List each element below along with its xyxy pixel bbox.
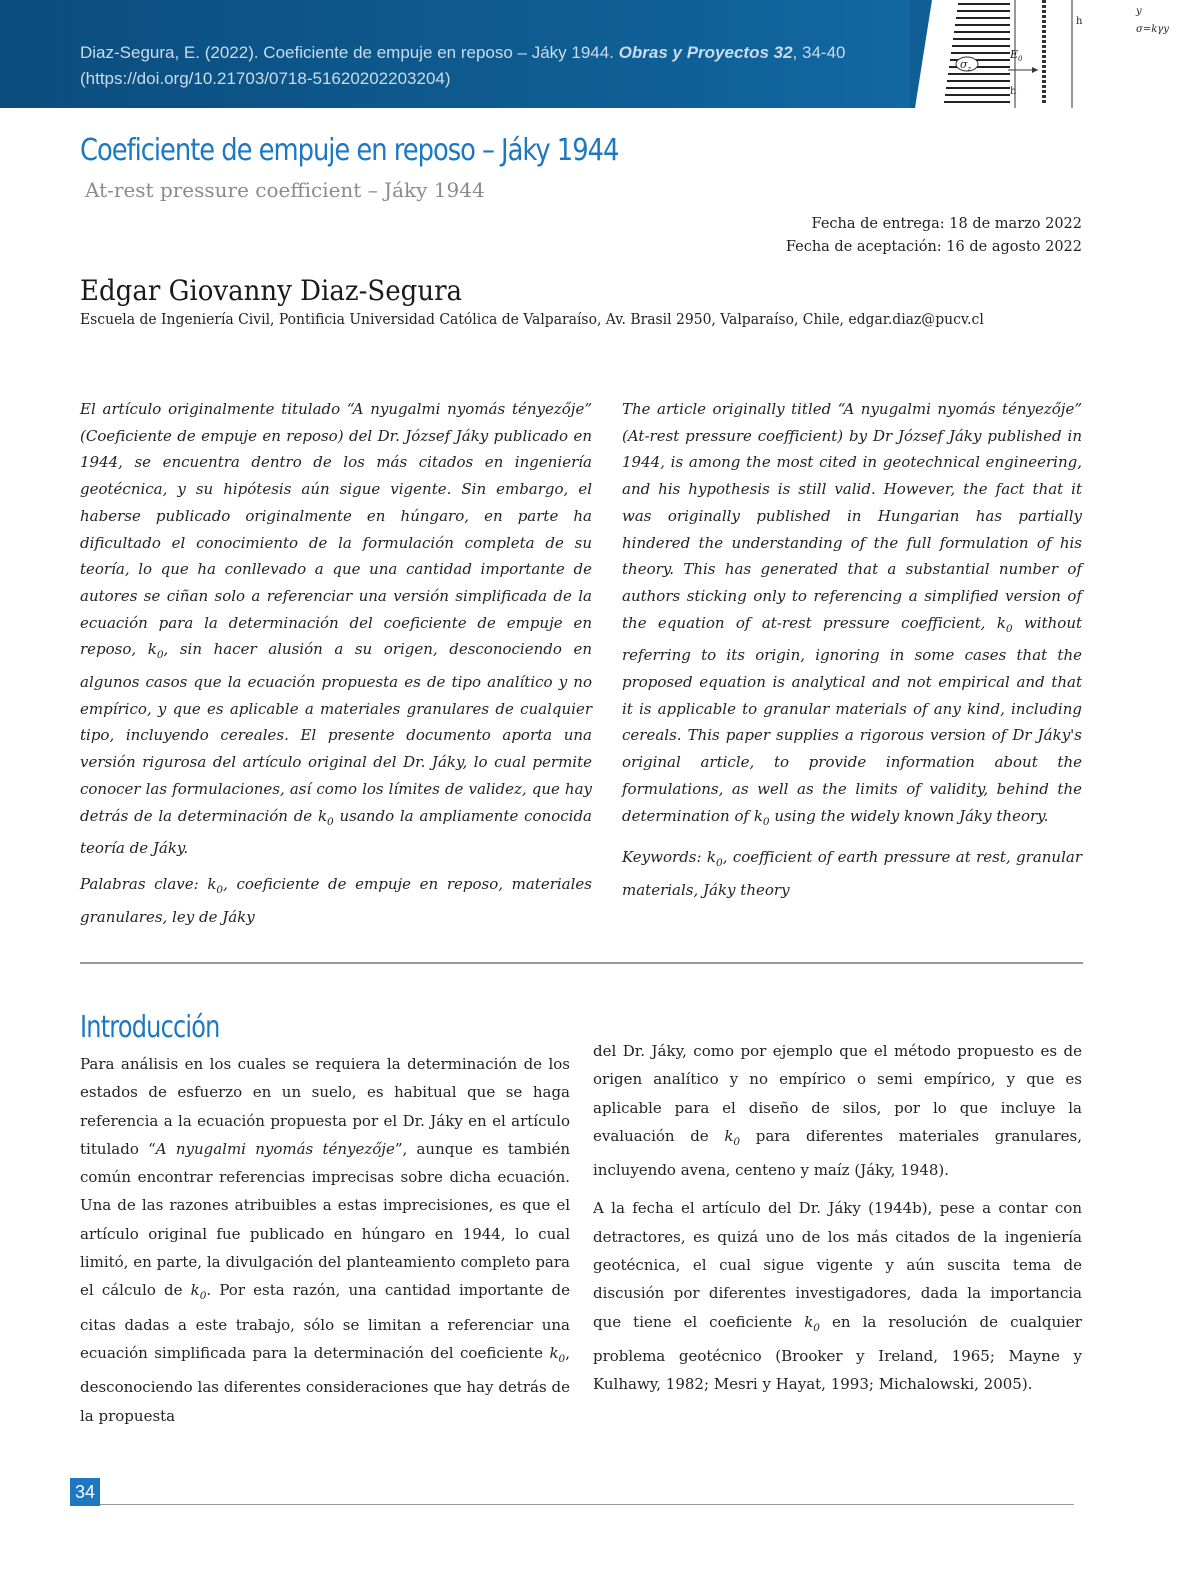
k0-symbol: $k_0$ bbox=[207, 874, 224, 896]
diagram-label-y: y bbox=[1136, 6, 1142, 17]
k0-symbol: $k_0$ bbox=[804, 1312, 820, 1334]
original-article-title: A nyugalmi nyomás tényezője bbox=[155, 1139, 395, 1158]
article-subtitle: At-rest pressure coefficient – Jáky 1944 bbox=[85, 178, 485, 202]
k0-symbol: $k_0$ bbox=[317, 806, 334, 828]
abstract-spanish bbox=[80, 396, 592, 939]
k0-symbol: $k_0$ bbox=[190, 1281, 207, 1303]
header-diagram bbox=[910, 0, 1200, 108]
intro-left-column bbox=[80, 1050, 570, 1440]
citation-pages: , 34-40 bbox=[792, 43, 846, 62]
diagram-label-formula: σ=kγy bbox=[1136, 24, 1169, 35]
citation-line-1 bbox=[80, 40, 920, 66]
diagram-label-sigma: $\sigma_z$ bbox=[960, 58, 972, 73]
author-name: Edgar Giovanny Diaz-Segura bbox=[80, 274, 463, 307]
diagram-label-e0: $E_0$ bbox=[1010, 48, 1023, 63]
section-heading-introduction: Introducción bbox=[80, 1010, 220, 1045]
citation-prefix: Diaz-Segura, E. (2022). Coeficiente de empuje en reposo – Jáky 1944. bbox=[80, 43, 614, 62]
intro-paragraph-1-continued: del Dr. Jáky, como por ejemplo que el método propuesto es de origen analítico y no empírico o semi empírico, y que es aplicable para el diseño de silos, por lo que incluye la evaluación de $k_0$ para diferentes materiales granulares, incluyendo avena, centeno y maíz (Jáky, 1948). bbox=[593, 1042, 1083, 1180]
k0-symbol: $k_0$ bbox=[706, 848, 723, 870]
abstract-english bbox=[622, 396, 1082, 913]
abstract-es-keywords: Palabras clave: $k_0$, coeficiente de empuje en reposo, materiales granulares, ley de Jáky bbox=[80, 874, 592, 926]
abstract-en-paragraph: The article originally titled “A nyugalmi nyomás tényezője” (At-rest pressure coefficient) by Dr József Jáky published in 1944, is among the most cited in geotechnical engineering, and his hypothesis is still valid. However, the fact that it was originally published in Hungarian has partially hindered the understanding of the full formulation of his theory. This has generated that a substantial number of authors sticking only to referencing a simplified version of the equation of at-rest pressure coefficient, $k_0$ without referring to its origin, ignoring in some cases that the proposed equation is analytical and not empirical and that it is applicable to granular materials of any kind, including cereals. This paper supplies a rigorous version of Dr Jáky's original article, to provide information about the formulations, as well as the limits of validity, behind the determination of $k_0$ using the widely known Jáky theory. bbox=[622, 400, 1083, 828]
diagram-label-h-bottom: h bbox=[1010, 86, 1017, 97]
dates-block bbox=[786, 213, 1082, 259]
intro-right-column bbox=[593, 1037, 1082, 1409]
intro-paragraph-2: A la fecha el artículo del Dr. Jáky (1944b), pese a contar con detractores, es quizá uno de los más citados de la ingeniería geotécnica, el cual sigue vigente y aún suscita tema de discusión por diferentes investigadores, dada la importancia que tiene el coeficiente $k_0$ en la resolución de cualquier problema geotécnico (Brooker y Ireland, 1965; Mayne y Kulhawy, 1982; Mesri y Hayat, 1993; Michalowski, 2005). bbox=[593, 1199, 1082, 1394]
page-number: 34 bbox=[70, 1478, 100, 1506]
k0-symbol: $k_0$ bbox=[147, 640, 164, 662]
abstract-en-keywords: Keywords: $k_0$, coefficient of earth pressure at rest, granular materials, Jáky theory bbox=[622, 848, 1082, 899]
k0-symbol: $k_0$ bbox=[996, 613, 1013, 635]
k0-symbol: $k_0$ bbox=[724, 1126, 741, 1148]
diagram-label-h-top: h bbox=[1076, 16, 1083, 27]
citation-doi[interactable]: (https://doi.org/10.21703/0718-51620202203204) bbox=[80, 69, 451, 88]
abstract-es-paragraph: El artículo originalmente titulado “A nyugalmi nyomás tényezője” (Coeficiente de empuje en reposo) del Dr. József Jáky publicado en 1944, se encuentra dentro de los más citados en ingeniería geotécnica, y su hipótesis aún sigue vigente. Sin embargo, el haberse publicado originalmente en húngaro, en parte ha dificultado el conocimiento de la formulación completa de su teoría, lo que ha conllevado a que una cantidad importante de autores se ciñan solo a referenciar una versión simplificada de la ecuación para la determinación del coeficiente de empuje en reposo, $k_0$, sin hacer alusión a su origen, desconociendo en algunos casos que la ecuación propuesta es de tipo analítico y no empírico, y que es aplicable a materiales granulares de cualquier tipo, incluyendo cereales. El presente documento aporta una versión rigurosa del artículo original del Dr. Jáky, lo cual permite conocer las formulaciones, así como los límites de validez, que hay detrás de la determinación de $k_0$ usando la ampliamente conocida teoría de Jáky. bbox=[80, 400, 592, 858]
intro-paragraph-1: Para análisis en los cuales se requiera la determinación de los estados de esfuerzo en un suelo, es habitual que se haga referencia a la ecuación propuesta por el Dr. Jáky en el artículo titulado “A nyugalmi nyomás tényezője”, aunque es también común encontrar referencias imprecisas sobre dicha ecuación. Una de las razones atribuibles a estas imprecisiones, es que el artículo original fue publicado en húngaro en 1944, lo cual limitó, en parte, la divulgación del planteamiento completo para el cálculo de $k_0$. Por esta razón, una cantidad importante de citas dadas a este trabajo, sólo se limitan a referenciar una ecuación simplificada para la determinación del coeficiente $k_0$, desconociendo las diferentes consideraciones que hay detrás de la propuesta bbox=[80, 1055, 571, 1425]
date-accepted: Fecha de aceptación: 16 de agosto 2022 bbox=[785, 239, 1082, 255]
k0-symbol: $k_0$ bbox=[753, 806, 770, 828]
k0-symbol: $k_0$ bbox=[549, 1343, 566, 1365]
header-citation bbox=[80, 40, 920, 92]
article-title: Coeficiente de empuje en reposo – Jáky 1944 bbox=[80, 133, 619, 168]
citation-journal: Obras y Proyectos 32 bbox=[618, 43, 793, 62]
footer-rule bbox=[100, 1504, 1074, 1505]
date-received: Fecha de entrega: 18 de marzo 2022 bbox=[811, 216, 1082, 232]
abstract-divider bbox=[80, 962, 1083, 964]
author-affiliation: Escuela de Ingeniería Civil, Pontificia Universidad Católica de Valparaíso, Av. Brasil 2950, Valparaíso, Chile, edgar.diaz@pucv.cl bbox=[80, 312, 984, 328]
